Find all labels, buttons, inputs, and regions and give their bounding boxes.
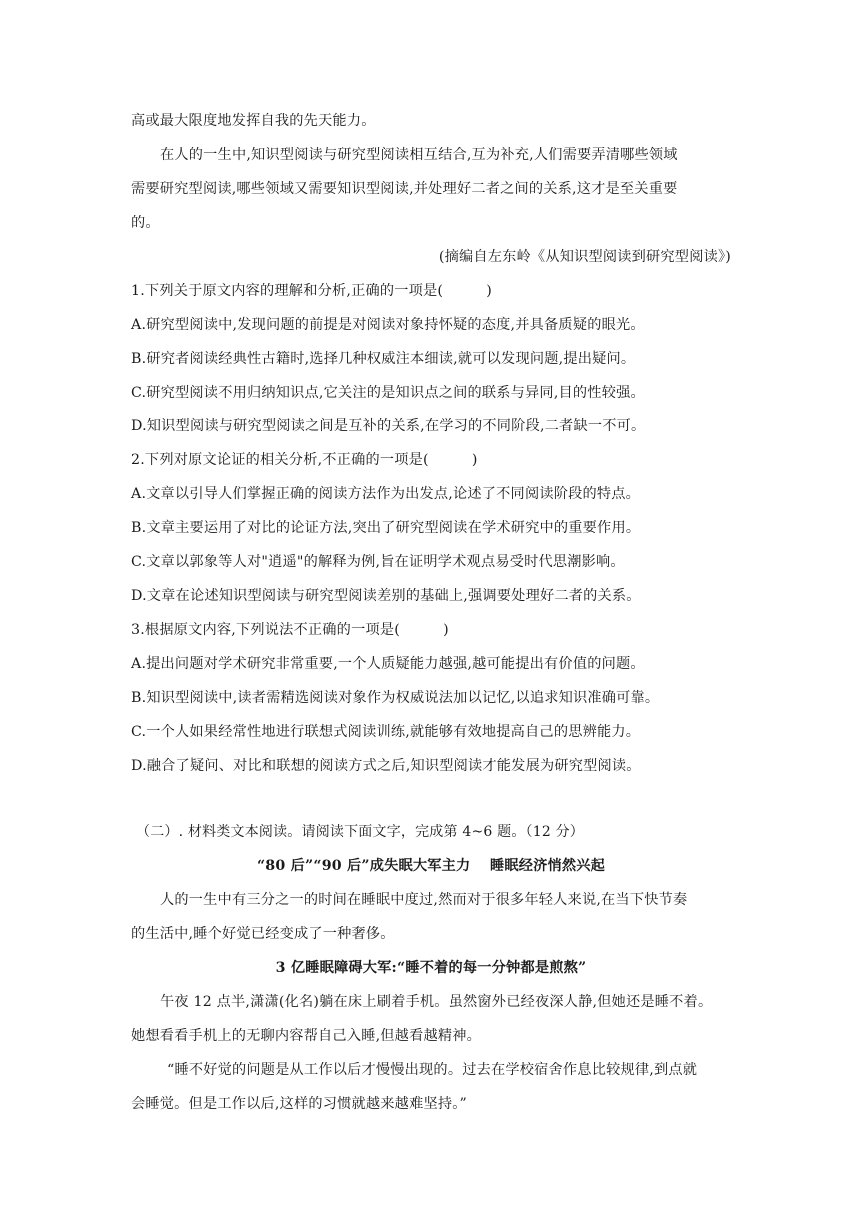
- question-stem: 3.根据原文内容,下列说法不正确的一项是( ): [131, 622, 449, 638]
- question-option: D.融合了疑问、对比和联想的阅读方式之后,知识型阅读才能发展为研究型阅读。: [131, 758, 641, 774]
- question-option: A.提出问题对学术研究非常重要,一个人质疑能力越强,越可能提出有价值的问题。: [131, 656, 645, 672]
- question-stem: 2.下列对原文论证的相关分析,不正确的一项是( ): [131, 452, 478, 468]
- passage-source: (摘编自左东岭《从知识型阅读到研究型阅读》): [438, 249, 731, 265]
- section-heading: （二）. 材料类文本阅读。请阅读下面文字，完成第 4~6 题。（12 分）: [136, 824, 585, 840]
- question-option: C.文章以郭象等人对"逍遥"的解释为例,旨在证明学术观点易受时代思潮影响。: [131, 554, 625, 570]
- question-option: A.研究型阅读中,发现问题的前提是对阅读对象持怀疑的态度,并具备质疑的眼光。: [131, 317, 645, 333]
- passage-paragraph-line: 在人的一生中,知识型阅读与研究型阅读相互结合,互为补充,人们需要弄清哪些领域: [160, 147, 678, 163]
- question-option: D.知识型阅读与研究型阅读之间是互补的关系,在学习的不同阶段,二者缺一不可。: [131, 418, 646, 434]
- question-stem: 1.下列关于原文内容的理解和分析,正确的一项是( ): [131, 283, 493, 299]
- article-paragraph-line: 会睡觉。但是工作以后,这样的习惯就越来越难坚持。”: [131, 1096, 467, 1112]
- question-option: B.研究者阅读经典性古籍时,选择几种权威注本细读,就可以发现问题,提出疑问。: [131, 351, 636, 367]
- article-subtitle: 3 亿睡眠障碍大军:“睡不着的每一分钟都是煎熬”: [275, 960, 587, 976]
- question-option: B.知识型阅读中,读者需精选阅读对象作为权威说法加以记忆,以追求知识准确可靠。: [131, 690, 660, 706]
- article-paragraph-line: 午夜 12 点半,潇潇(化名)躺在床上刷着手机。虽然窗外已经夜深人静,但她还是睡不着。: [160, 994, 713, 1010]
- question-option: D.文章在论述知识型阅读与研究型阅读差别的基础上,强调要处理好二者的关系。: [131, 588, 641, 604]
- question-option: B.文章主要运用了对比的论证方法,突出了研究型阅读在学术研究中的重要作用。: [131, 520, 641, 536]
- passage-paragraph-line: 的。: [131, 215, 160, 231]
- article-paragraph-line: 她想看看手机上的无聊内容帮自己入睡,但越看越精神。: [131, 1028, 482, 1044]
- article-paragraph-line: 人的一生中有三分之一的时间在睡眠中度过,然而对于很多年轻人来说,在当下快节奏: [160, 892, 688, 908]
- passage-line: 高或最大限度地发挥自我的先天能力。: [131, 113, 376, 129]
- article-title: “80 后”“90 后”成失眠大军主力 睡眠经济悄然兴起: [256, 858, 606, 874]
- question-option: C.研究型阅读不用归纳知识点,它关注的是知识点之间的联系与异同,目的性较强。: [131, 385, 645, 401]
- question-option: C.一个人如果经常性地进行联想式阅读训练,就能够有效地提高自己的思辨能力。: [131, 724, 641, 740]
- article-paragraph-line: “睡不好觉的问题是从工作以后才慢慢出现的。过去在学校宿舍作息比较规律,到点就: [167, 1062, 698, 1078]
- passage-paragraph-line: 需要研究型阅读,哪些领域又需要知识型阅读,并处理好二者之间的关系,这才是至关重要: [131, 181, 678, 197]
- article-paragraph-line: 的生活中,睡个好觉已经变成了一种奢侈。: [131, 926, 395, 942]
- question-option: A.文章以引导人们掌握正确的阅读方法作为出发点,论述了不同阅读阶段的特点。: [131, 486, 641, 502]
